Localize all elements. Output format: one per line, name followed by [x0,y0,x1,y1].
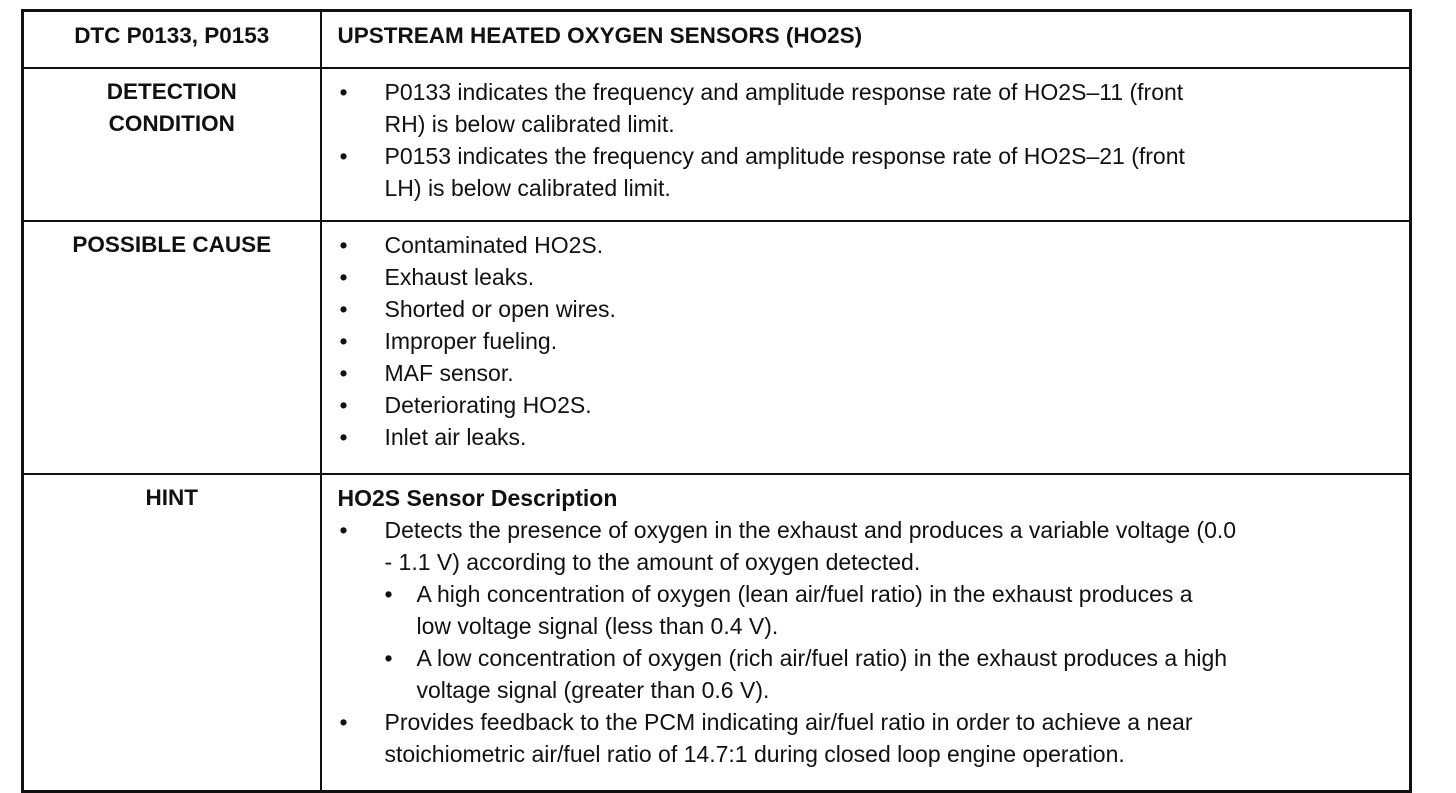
hint-label: HINT [23,474,321,792]
list-item: • Deteriorating HO2S. [338,389,1400,421]
bullet-icon: • [339,79,348,105]
dtc-document [21,9,1409,793]
hint-row [23,474,1411,792]
detection-label-line2: CONDITION [108,111,235,136]
hint-sublist [385,578,1400,706]
header-row [23,11,1411,69]
dtc-title: UPSTREAM HEATED OXYGEN SENSORS (HO2S) [321,11,1411,69]
list-item: • Inlet air leaks. [338,421,1400,453]
bullet-icon: • [339,360,348,386]
detection-label-line1: DETECTION [106,79,237,104]
list-item: • Contaminated HO2S. [338,229,1400,261]
possible-cause-list [338,229,1400,453]
detection-condition-label [23,68,321,221]
bullet-icon: • [339,709,348,735]
sub-list-item: • A high concentration of oxygen (lean air/fuel ratio) in the exhaust produces a low voltage signal (less than 0.4 V). [385,578,1400,642]
bullet-icon: • [339,264,348,290]
list-item: • Shorted or open wires. [338,293,1400,325]
hint-subheading: HO2S Sensor Description [337,485,618,511]
bullet-icon: • [384,645,393,671]
detection-condition-row [23,68,1411,221]
bullet-icon: • [339,424,348,450]
possible-cause-row [23,221,1411,474]
bullet-icon: • [339,392,348,418]
list-item: • Exhaust leaks. [338,261,1400,293]
bullet-icon: • [339,232,348,258]
bullet-icon: • [339,143,348,169]
dtc-code-label: DTC P0133, P0153 [23,11,321,69]
list-item: • P0133 indicates the frequency and amplitude response rate of HO2S–11 (front RH) is below calibrated limit. [338,76,1400,140]
list-item: • P0153 indicates the frequency and amplitude response rate of HO2S–21 (front LH) is below calibrated limit. [338,140,1400,204]
detection-condition-content [321,68,1411,221]
bullet-icon: • [339,517,348,543]
list-item: • Provides feedback to the PCM indicating air/fuel ratio in order to achieve a near stoichiometric air/fuel ratio of 14.7:1 during closed loop engine operation. [338,706,1400,770]
hint-list [338,514,1400,770]
list-item: • MAF sensor. [338,357,1400,389]
sub-list-item: • A low concentration of oxygen (rich air/fuel ratio) in the exhaust produces a high voltage signal (greater than 0.6 V). [385,642,1400,706]
bullet-icon: • [339,296,348,322]
list-item: • Improper fueling. [338,325,1400,357]
detection-list [338,76,1400,204]
bullet-icon: • [339,328,348,354]
dtc-table [21,9,1412,793]
bullet-icon: • [384,581,393,607]
possible-cause-label: POSSIBLE CAUSE [23,221,321,474]
possible-cause-content [321,221,1411,474]
hint-content [321,474,1411,792]
list-item: • Detects the presence of oxygen in the exhaust and produces a variable voltage (0.0 - 1.1 V) according to the amount of oxygen detected. • A high concentration of oxygen (lean air/fuel ratio) in the exhaust produces a low voltage signal (less than 0.4 V). • A low concentration of oxygen (rich air/fuel ratio) in the exhaust produces a high voltage signal (greater than 0.6 V). [338,514,1400,706]
